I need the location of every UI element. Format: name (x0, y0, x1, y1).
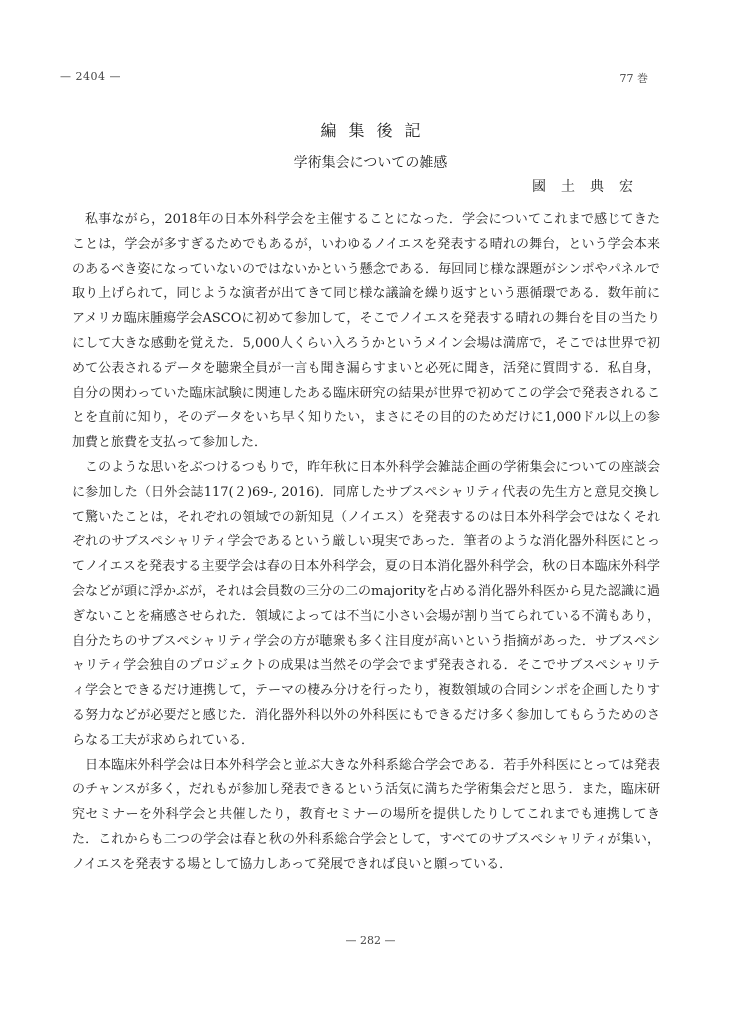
author-name: 國土典宏 (532, 179, 648, 195)
article-body (72, 208, 660, 878)
paragraph: 私事ながら，2018年の日本外科学会を主催することになった．学会についてこれまで感じてきたことは，学会が多すぎるためでもあるが，いわゆるノイエスを発表する晴れの舞台，という学会本来のあるべき姿になっていないのではないかという懸念である．毎回同じ様な課題がシンポやパネルで取り上げられて，同じような演者が出てきて同じ様な議論を繰り返すという悪循環である．数年前にアメリカ臨床腫瘍学会ASCOに初めて参加して，そこでノイエスを発表する晴れの舞台を目の当たりにして大きな感動を覚えた．5,000人くらい入ろうかというメイン会場は満席で，そこでは世界で初めて公表されるデータを聴衆全員が一言も聞き漏らすまいと必死に聞き，活発に質問する．私自身，自分の関わっていた臨床試験に関連したある臨床研究の結果が世界で初めてこの学会で発表されることを直前に知り，そのデータをいち早く知りたい，まさにその目的のためだけに1,000ドル以上の参加費と旅費を支払って参加した． (72, 212, 660, 451)
page-number: — 282 — (345, 934, 396, 947)
article-title: 学術集会についての雑感 (293, 155, 448, 171)
paragraph: このような思いをぶつけるつもりで，昨年秋に日本外科学会雑誌企画の学術集会についての座談会に参加した（日外会誌117(２)69-, 2016)．同席したサブスペシャリティ代表の先生方と意見交換して驚いたことは，それぞれの領域での新知見（ノイエス）を発表するのは日本外科学会ではなくそれぞれのサブスペシャリティ学会であるという厳しい現実であった．筆者のような消化器外科医にとってノイエスを発表する主要学会は春の日本外科学会，夏の日本消化器外科学会，秋の日本臨床外科学会などが頭に浮かぶが，それは会員数の三分の二のmajorityを占める消化器外科医から見た認識に過ぎないことを痛感させられた．領域によっては不当に小さい会場が割り当てられている不満もあり，自分たちのサブスペシャリティ学会の方が聴衆も多く注目度が高いという指摘があった．サブスペシャリティ学会独自のプロジェクトの成果は当然その学会でまず発表される．そこでサブスペシャリティ学会とできるだけ連携して，テーマの棲み分けを行ったり，複数領域の合同シンポを企画したりする努力などが必要だと感じた．消化器外科以外の外科医にもできるだけ多く参加してもらうためのさらなる工夫が求められている． (72, 459, 660, 748)
journal-page-number: — 2404 — (60, 70, 121, 83)
volume-label: 77 巻 (619, 72, 648, 85)
paragraph: 日本臨床外科学会は日本外科学会と並ぶ大きな外科系総合学会である．若手外科医にとっては発表のチャンスが多く，だれもが参加し発表できるという活気に満ちた学術集会だと思う．また，臨床研究セミナーを外科学会と共催したり，教育セミナーの場所を提供したりしてこれまでも連携してきた．これからも二つの学会は春と秋の外科系総合学会として，すべてのサブスペシャリティが集い，ノイエスを発表する場として協力しあって発展できれば良いと願っている． (72, 757, 660, 872)
section-title: 編集後記 (320, 121, 433, 140)
